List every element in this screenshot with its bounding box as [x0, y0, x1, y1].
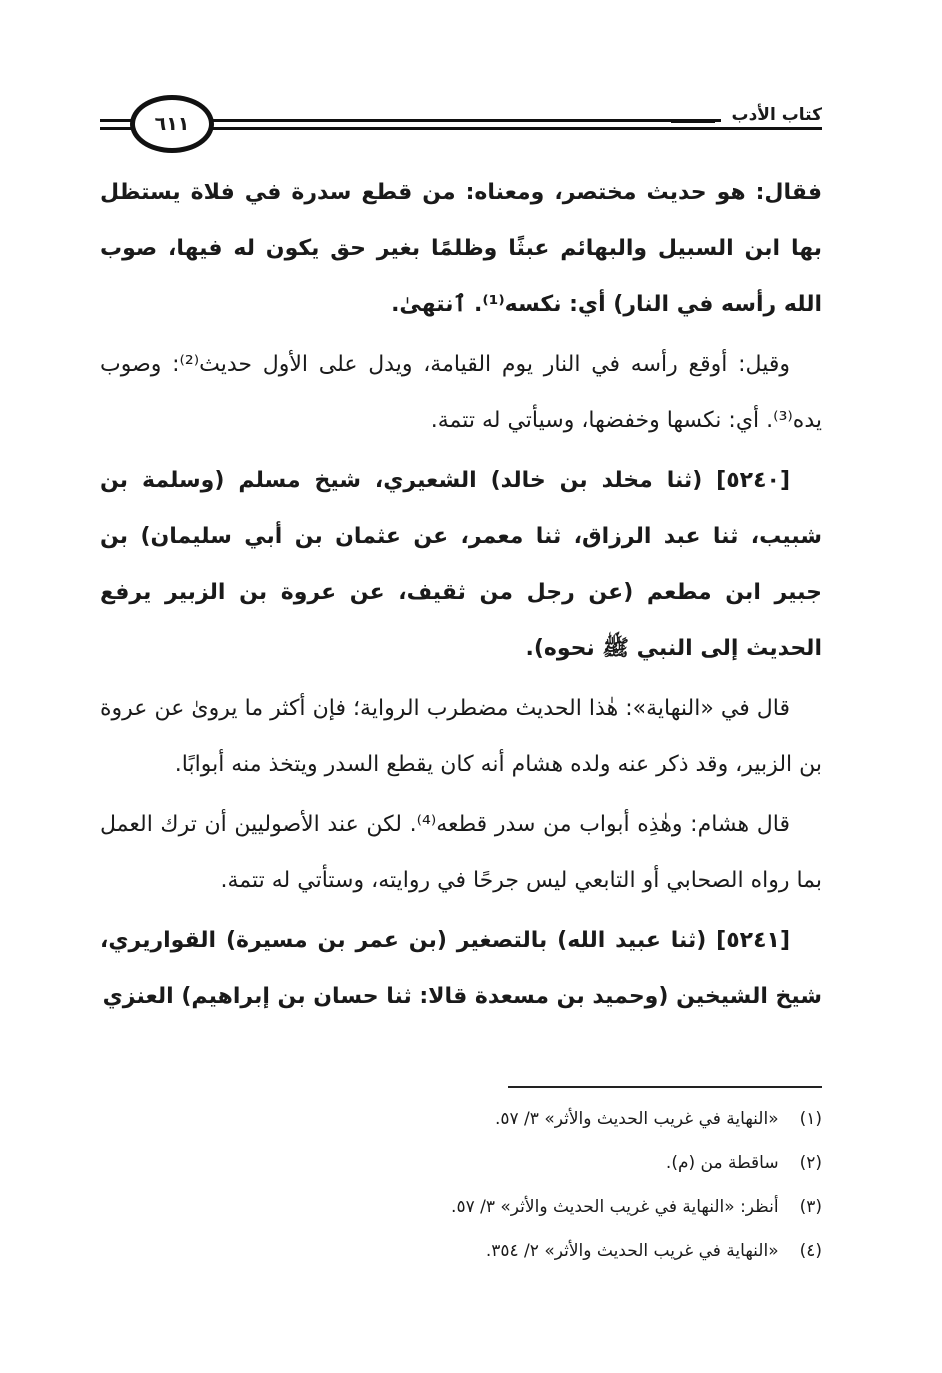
footnote-number: (١) [799, 1109, 822, 1129]
paragraph-2: وقيل: أوقع رأسه في النار يوم القيامة، ويدل على الأول حديث⁽²⁾: وصوب يده⁽³⁾. أي: نكسها وخفضها، وسيأتي له تتمة. [100, 352, 822, 433]
footnote-1 [100, 1097, 822, 1141]
footnote-text: أنظر: «النهاية في غريب الحديث والأثر» ٣/ ٥٧. [451, 1197, 779, 1217]
footnote-number: (٤) [799, 1241, 822, 1261]
main-text [100, 165, 822, 1025]
page-header [100, 95, 822, 157]
footnote-separator [508, 1086, 822, 1088]
paragraph-1: فقال: هو حديث مختصر، ومعناه: من قطع سدرة في فلاة يستظل بها ابن السبيل والبهائم عبثًا وظلمًا بغير حق يكون له فيها، صوب الله رأسه في النار) أي: نكسه⁽¹⁾. ٱنتهىٰ. [100, 180, 822, 317]
running-title: كتاب الأدب [721, 105, 822, 125]
page-number: ٦١١ [154, 113, 190, 135]
paragraph-6: [٥٢٤١] (ثنا عبيد الله) بالتصغير (بن عمر بن مسيرة) القواريري، شيخ الشيخين (وحميد بن مسعدة قالا: ثنا حسان بن إبراهيم) العنزي [100, 928, 822, 1009]
footnote-number: (٢) [799, 1153, 822, 1173]
paragraph-5: قال هشام: وهٰذِه أبواب من سدر قطعه⁽⁴⁾. لكن عند الأصوليين أن ترك العمل بما رواه الصحابي أو التابعي ليس جرحًا في روايته، وستأتي له تتمة. [100, 812, 822, 893]
page-number-oval [130, 95, 214, 153]
paragraph-3: [٥٢٤٠] (ثنا مخلد بن خالد) الشعيري، شيخ مسلم (وسلمة بن شبيب، ثنا عبد الرزاق، ثنا معمر، عن عثمان بن أبي سليمان) بن جبير ابن مطعم (عن رجل من ثقيف، عن عروة بن الزبير يرفع الحديث إلى النبي ﷺ نحوه). [100, 468, 822, 661]
footnotes [100, 1097, 822, 1273]
footnote-2 [100, 1141, 822, 1185]
footnote-number: (٣) [799, 1197, 822, 1217]
footnote-text: «النهاية في غريب الحديث والأثر» ٢/ ٣٥٤. [485, 1241, 779, 1261]
footnote-4 [100, 1229, 822, 1273]
footnote-text: ساقطة من (م). [665, 1153, 779, 1173]
footnote-3 [100, 1185, 822, 1229]
paragraph-4: قال في «النهاية»: هٰذا الحديث مضطرب الرواية؛ فإن أكثر ما يروىٰ عن عروة بن الزبير، وقد ذكر عنه ولده هشام أنه كان يقطع السدر ويتخذ منه أبوابًا. [100, 696, 822, 777]
footnote-text: «النهاية في غريب الحديث والأثر» ٣/ ٥٧. [494, 1109, 779, 1129]
